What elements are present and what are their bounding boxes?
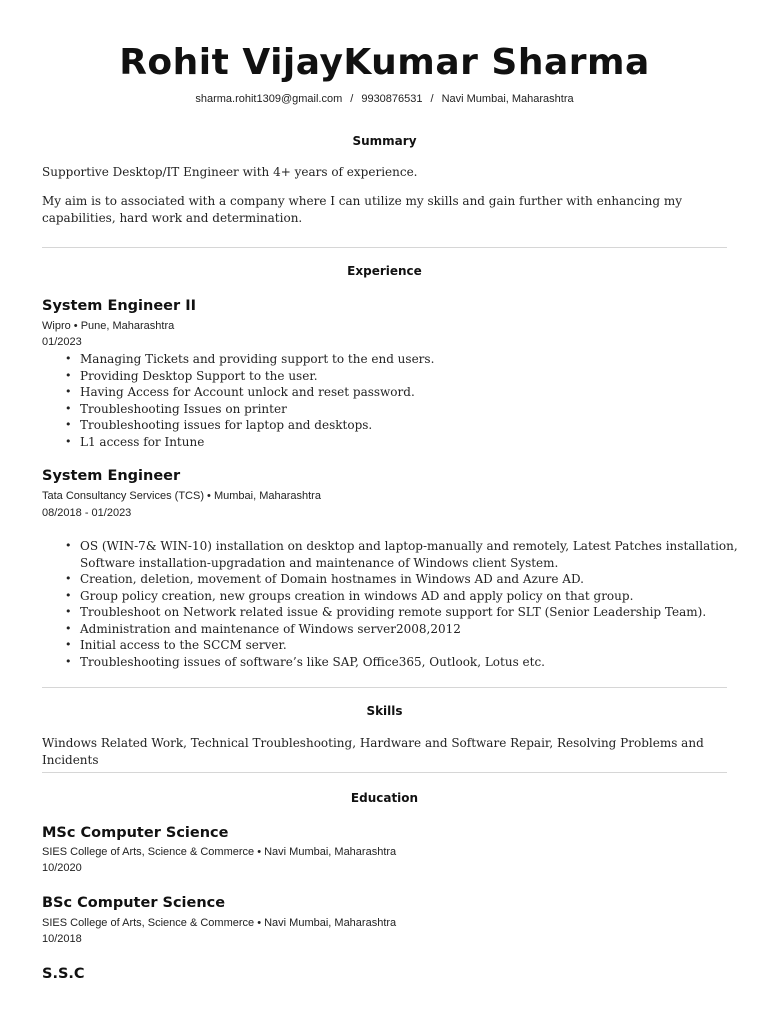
degree-title: BSc Computer Science: [42, 895, 226, 911]
phone-text: 9930876531: [361, 93, 423, 105]
degree-title: MSc Computer Science: [42, 825, 229, 841]
section-divider: [42, 772, 727, 773]
school-name: SIES College of Arts, Science & Commerce • Navi Mumbai, Maharashtra: [42, 917, 397, 929]
candidate-name: Rohit VijayKumar Sharma: [119, 42, 650, 83]
job-title: System Engineer II: [42, 298, 197, 314]
skills-text: Windows Related Work, Technical Troubleshooting, Hardware and Software Repair, Resolving Problems and Incidents: [42, 736, 704, 767]
school-name: SIES College of Arts, Science & Commerce • Navi Mumbai, Maharashtra: [42, 846, 397, 858]
section-divider: [42, 687, 727, 688]
section-title-summary: Summary: [352, 134, 417, 148]
education-date: 10/2018: [42, 933, 82, 945]
summary-line-2: My aim is to associated with a company where I can utilize my skills and gain further with enhancing my capabilities, hard work and determination.: [42, 194, 682, 225]
list-item: • Troubleshoot on Network related issue & providing remote support for SLT (Senior Leadership Team).: [80, 604, 765, 621]
list-item: • Providing Desktop Support to the user.: [80, 368, 765, 385]
list-item: • Creation, deletion, movement of Domain hostnames in Windows AD and Azure AD.: [80, 571, 765, 588]
list-item: • Troubleshooting issues for laptop and desktops.: [80, 417, 765, 434]
job-company: Tata Consultancy Services (TCS) • Mumbai, Maharashtra: [42, 490, 321, 502]
list-item: • Managing Tickets and providing support to the end users.: [80, 351, 765, 368]
list-item: • OS (WIN-7& WIN-10) installation on desktop and laptop-manually and remotely, Latest Patches installation, Software installation-upgradation and maintenance of Windows client System.: [80, 538, 765, 571]
contact-line: [42, 93, 727, 105]
email-link[interactable]: sharma.rohit1309@gmail.com: [195, 93, 343, 105]
list-item: • Troubleshooting issues of software’s like SAP, Office365, Outlook, Lotus etc.: [80, 654, 765, 671]
contact-separator: /: [350, 93, 354, 105]
summary-line-1: Supportive Desktop/IT Engineer with 4+ years of experience.: [42, 165, 418, 179]
section-divider: [42, 247, 727, 248]
job-bullets: [42, 351, 765, 450]
list-item: • Administration and maintenance of Windows server2008,2012: [80, 621, 765, 638]
degree-title: S.S.C: [42, 966, 85, 982]
contact-separator: /: [430, 93, 434, 105]
location-text: Navi Mumbai, Maharashtra: [441, 93, 574, 105]
section-title-skills: Skills: [366, 704, 403, 718]
section-title-experience: Experience: [347, 264, 422, 278]
list-item: • Troubleshooting Issues on printer: [80, 401, 765, 418]
job-dates: 01/2023: [42, 336, 82, 348]
list-item: • Initial access to the SCCM server.: [80, 637, 765, 654]
job-title: System Engineer: [42, 468, 181, 484]
list-item: • Having Access for Account unlock and reset password.: [80, 384, 765, 401]
education-date: 10/2020: [42, 862, 82, 874]
list-item: • Group policy creation, new groups creation in windows AD and apply policy on that group.: [80, 588, 765, 605]
job-dates: 08/2018 - 01/2023: [42, 507, 132, 519]
list-item: • L1 access for Intune: [80, 434, 765, 451]
section-title-education: Education: [350, 791, 419, 805]
job-bullets: [42, 538, 765, 670]
job-company: Wipro • Pune, Maharashtra: [42, 320, 175, 332]
